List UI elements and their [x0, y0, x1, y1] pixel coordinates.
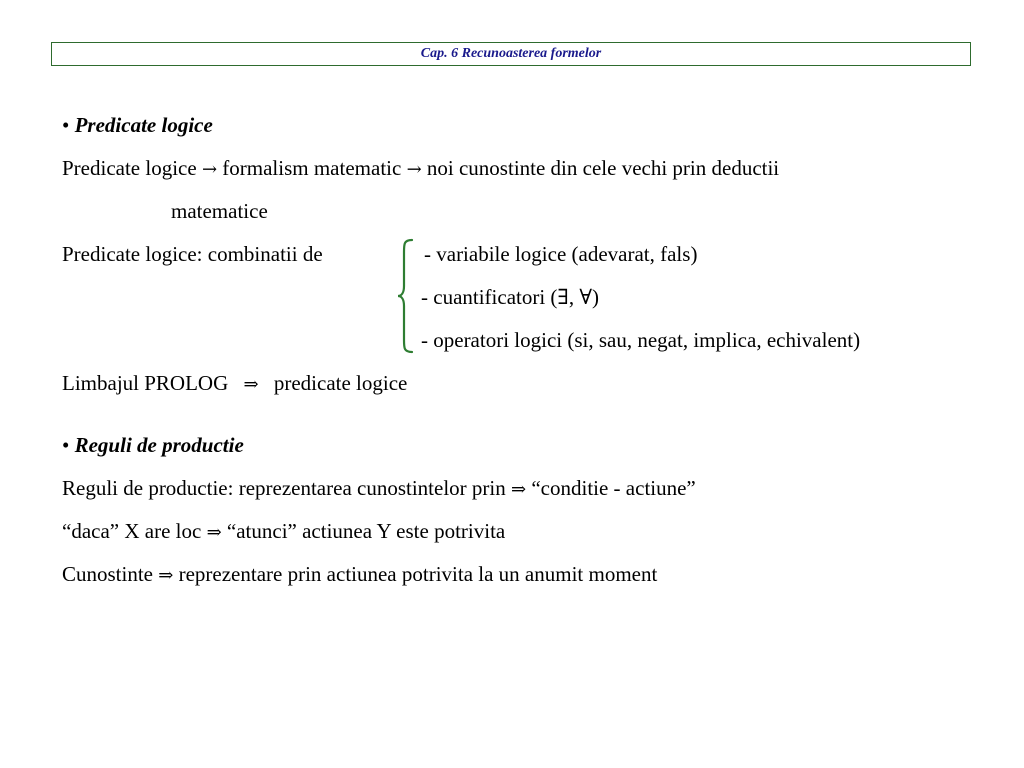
bullet: •	[62, 113, 70, 137]
combinatii-item: - cuantificatori (∃, ∀)	[421, 285, 599, 309]
combinatii-item: - variabile logice (adevarat, fals)	[424, 242, 698, 266]
curly-brace-icon	[396, 238, 416, 354]
predicate-definition-line	[62, 156, 779, 182]
heading-text: Reguli de productie	[74, 433, 244, 457]
right-arrow-icon: →	[406, 159, 422, 180]
text-segment: Cunostinte	[62, 562, 154, 586]
heading-text: Predicate logice	[74, 113, 213, 137]
implies-arrow-icon: ⇒	[158, 565, 174, 586]
text-segment: “conditie - actiune”	[531, 476, 696, 500]
daca-line	[62, 519, 505, 545]
header-title: Cap. 6 Recunoasterea formelor	[420, 46, 602, 61]
text-segment: predicate logice	[273, 371, 408, 395]
right-arrow-icon: →	[201, 159, 218, 180]
text-segment: reprezentare prin actiunea potrivita la un anumit moment	[178, 562, 658, 586]
cunostinte-line	[62, 562, 657, 588]
text-segment: noi cunostinte din cele vechi prin deductii	[426, 156, 780, 180]
text-segment: Reguli de productie: reprezentarea cunostintelor prin	[62, 476, 506, 500]
text-segment: formalism matematic	[222, 156, 402, 180]
implies-arrow-icon: ⇒	[511, 479, 527, 500]
section-heading-predicate	[62, 113, 213, 137]
implies-arrow-icon: ⇒	[243, 374, 259, 395]
text-segment: “daca” X are loc	[62, 519, 202, 543]
bullet: •	[62, 433, 70, 457]
combinatii-label: Predicate logice: combinatii de	[62, 242, 323, 266]
reguli-definition-line	[62, 476, 696, 502]
section-heading-reguli	[62, 433, 244, 457]
combinatii-item: - operatori logici (si, sau, negat, implica, echivalent)	[421, 328, 861, 352]
text-segment: Limbajul PROLOG	[62, 371, 229, 395]
implies-arrow-icon: ⇒	[206, 522, 222, 543]
predicate-definition-continuation: matematice	[171, 199, 268, 223]
header-box	[51, 42, 971, 66]
prolog-line	[62, 371, 407, 397]
text-segment: Predicate logice	[62, 156, 197, 180]
text-segment: “atunci” actiunea Y este potrivita	[226, 519, 506, 543]
